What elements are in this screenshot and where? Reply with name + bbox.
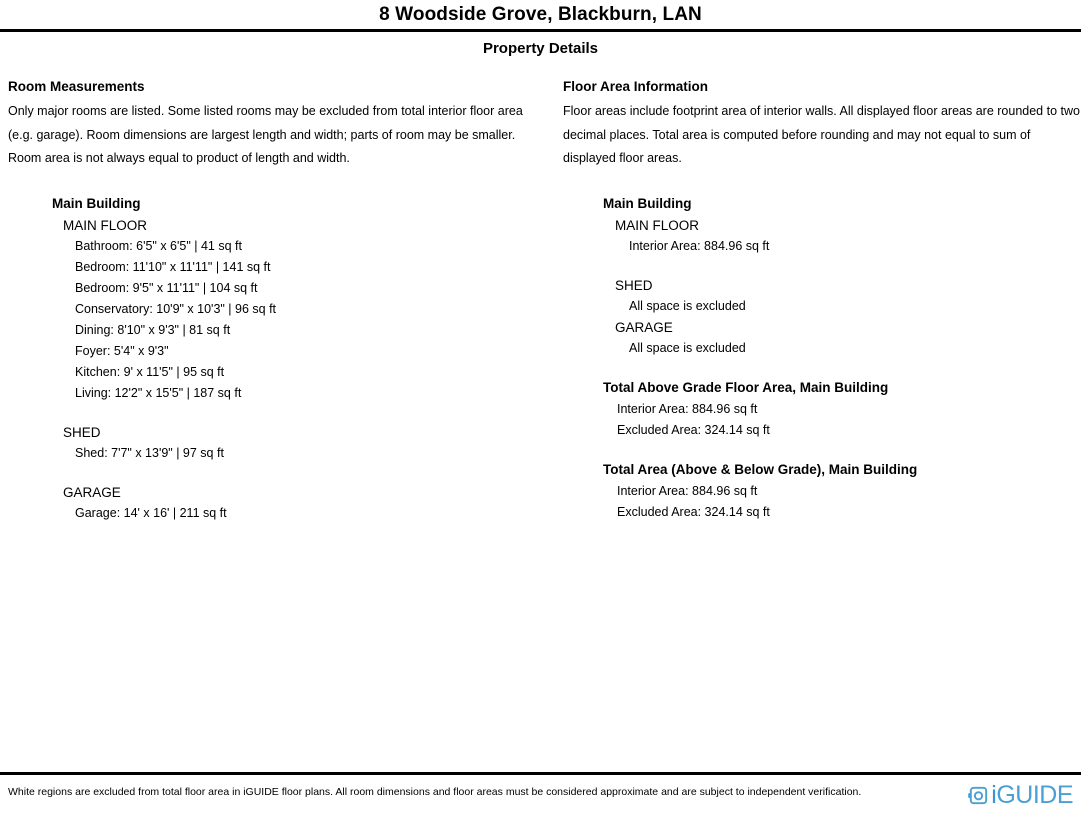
room-line: Kitchen: 9' x 11'5" | 95 sq ft [75, 364, 225, 379]
page-header [0, 0, 1081, 59]
content-columns [0, 78, 1081, 524]
right-level-name: SHED [615, 277, 653, 293]
spacer [563, 441, 1081, 459]
room-line: Dining: 8'10" x 9'3" | 81 sq ft [75, 322, 231, 337]
page-subtitle: Property Details [482, 40, 599, 57]
left-level-group [8, 215, 540, 404]
total-all-grade-heading: Total Area (Above & Below Grade), Main Building [603, 461, 918, 477]
room-line: Bathroom: 6'5" x 6'5" | 41 sq ft [75, 238, 242, 253]
iguide-logo [968, 780, 1073, 810]
room-line: Foyer: 5'4" x 9'3" [75, 343, 169, 358]
right-level-name: MAIN FLOOR [615, 217, 700, 233]
iguide-panorama-icon [968, 785, 989, 806]
right-level-group [563, 317, 1081, 359]
room-measurements-column [0, 78, 556, 524]
footer-row [0, 775, 1081, 816]
spacer [8, 171, 540, 193]
right-level-name: GARAGE [615, 319, 673, 335]
left-building-name: Main Building [52, 195, 141, 211]
room-line: Bedroom: 9'5" x 11'11" | 104 sq ft [75, 280, 258, 295]
area-line: All space is excluded [629, 298, 746, 313]
room-line: Shed: 7'7" x 13'9" | 97 sq ft [75, 445, 224, 460]
room-measurements-note: Only major rooms are listed. Some listed rooms may be excluded from total interior floor area (e.g. garage). Room dimensions are largest length and width; parts of room may be smaller. Room area is not always equal to product of length and width. [8, 104, 523, 165]
floor-area-heading: Floor Area Information [563, 79, 709, 94]
total-excluded-area: Excluded Area: 324.14 sq ft [617, 422, 770, 437]
spacer [563, 171, 1081, 193]
area-line: All space is excluded [629, 340, 746, 355]
spacer [8, 404, 540, 422]
spacer [563, 359, 1081, 377]
floor-area-column [556, 78, 1081, 524]
total-all-grade-group [563, 459, 1081, 523]
room-line: Garage: 14' x 16' | 211 sq ft [75, 505, 227, 520]
spacer [563, 257, 1081, 275]
left-level-group [8, 482, 540, 524]
total-above-grade-heading: Total Above Grade Floor Area, Main Building [603, 379, 889, 395]
iguide-wordmark [991, 782, 1073, 809]
spacer [8, 464, 540, 482]
area-line: Interior Area: 884.96 sq ft [629, 238, 770, 253]
floor-area-note: Floor areas include footprint area of interior walls. All displayed floor areas are rounded to two decimal places. Total area is computed before rounding and may not equal to sum of displayed floor areas. [563, 104, 1080, 165]
right-building-name: Main Building [603, 195, 692, 211]
room-line: Conservatory: 10'9" x 10'3" | 96 sq ft [75, 301, 277, 316]
room-measurements-heading: Room Measurements [8, 79, 145, 94]
iguide-wordmark-i: i [991, 780, 997, 809]
page-title: 8 Woodside Grove, Blackburn, LAN [379, 4, 702, 25]
left-level-name: MAIN FLOOR [63, 217, 148, 233]
iguide-wordmark-guide: GUIDE [996, 780, 1073, 809]
total-above-grade-group [563, 377, 1081, 441]
total-interior-area: Interior Area: 884.96 sq ft [617, 401, 758, 416]
room-line: Living: 12'2" x 15'5" | 187 sq ft [75, 385, 242, 400]
footer-disclaimer: White regions are excluded from total floor area in iGUIDE floor plans. All room dimensions and floor areas must be considered approximate and are subject to independent verification. [8, 786, 862, 798]
left-level-name: SHED [63, 424, 101, 440]
left-level-name: GARAGE [63, 484, 121, 500]
left-level-group [8, 422, 540, 464]
room-line: Bedroom: 11'10" x 11'11" | 141 sq ft [75, 259, 271, 274]
total-interior-area: Interior Area: 884.96 sq ft [617, 483, 758, 498]
total-excluded-area: Excluded Area: 324.14 sq ft [617, 504, 770, 519]
right-level-group [563, 275, 1081, 317]
page-footer [0, 772, 1081, 816]
right-level-group [563, 215, 1081, 257]
